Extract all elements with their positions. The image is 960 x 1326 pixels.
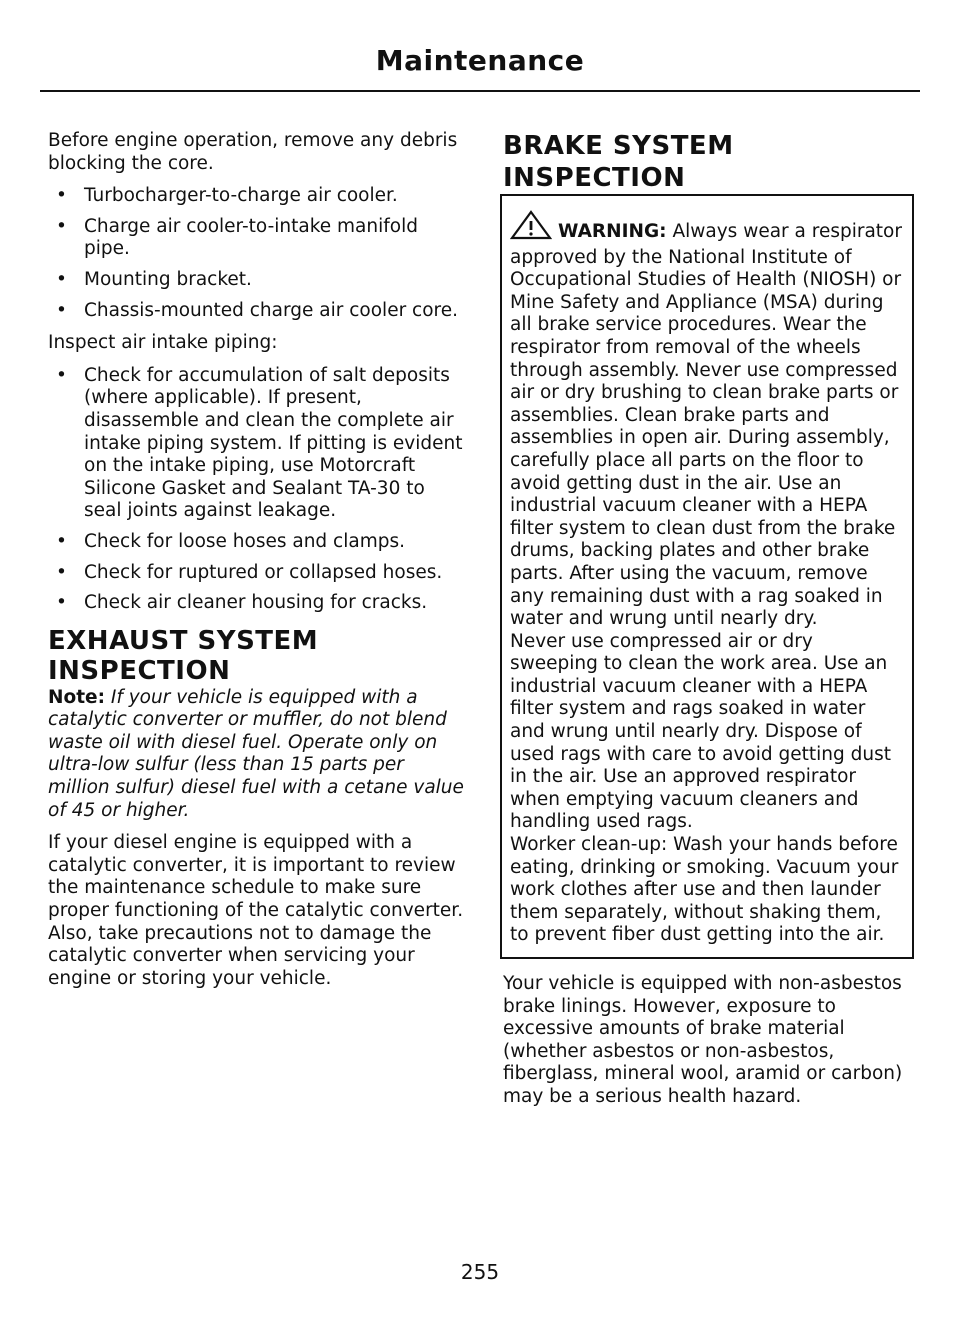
warning-paragraph-3: Worker clean-up: Wash your hands before eating, drinking or smoking. Vacuum your work clothes after use and then launder them separately, without shaking them, to prevent fiber dust getting into the air.: [510, 834, 899, 946]
exhaust-heading-line2: INSPECTION: [48, 655, 231, 686]
warning-box: [500, 194, 914, 959]
warning-paragraph-2: Never use compressed air or dry sweeping to clean the work area. Use an industrial vacuum cleaner with a HEPA filter system and rags soaked in water and wrung until nearly dry. Dispose of used rags with care to avoid getting dust in the air. Use an approved respirator when emptying vacuum cleaners and handling used rags.: [510, 630, 891, 833]
brake-heading: BRAKE SYSTEM INSPECTION: [503, 131, 734, 193]
list-item: • Check for accumulation of salt deposits (where applicable). If present, disassemble and clean the complete air intake piping system. If pitting is evident on the intake piping, use Motorcraft Silicone Gasket and Sealant TA-30 to seal joints against leakage.: [48, 365, 466, 523]
linings-paragraph: Your vehicle is equipped with non-asbestos brake linings. However, exposure to excessive amounts of brake material (whether asbestos or non-asbestos, fiberglass, mineral wool, aramid or carbon) may be a serious health hazard.: [503, 973, 903, 1107]
inspect-intro: Inspect air intake piping:: [48, 332, 278, 354]
intro-paragraph: Before engine operation, remove any debris blocking the core.: [48, 130, 458, 174]
warning-label: WARNING:: [558, 221, 667, 242]
page-title: Maintenance: [375, 44, 585, 77]
list-item: • Check for ruptured or collapsed hoses.: [48, 562, 466, 585]
list-item: • Check for loose hoses and clamps.: [48, 531, 466, 554]
warning-text-1: Always wear a respirator approved by the National Institute of Occupational Studies of Health (NIOSH) or Mine Safety and Appliance (MSA) during all brake service procedures. Wear the respirator from removal of the wheels through assembly. Never use compressed air or dry brushing to clean brake parts or assemblies. Clean brake parts and assemblies in open air. During assembly, carefully place all parts on the floor to avoid getting dust in the air. Use an industrial vacuum cleaner with a HEPA filter system to clean dust from the brake drums, backing plates and other brake parts. After using the vacuum, remove any remaining dust with a rag soaked in water and wrung until nearly dry.: [510, 221, 902, 630]
left-column: [48, 130, 466, 1000]
exhaust-heading: [48, 625, 466, 687]
exhaust-heading-line1: EXHAUST SYSTEM: [48, 625, 319, 656]
list-item: • Mounting bracket.: [48, 269, 466, 292]
note-label: Note:: [48, 686, 105, 708]
inspect-list: [48, 365, 466, 615]
note-paragraph: [48, 687, 466, 823]
page-number: 255: [460, 1260, 500, 1284]
exhaust-body: If your diesel engine is equipped with a catalytic converter, it is important to review the maintenance schedule to make sure proper functioning of the catalytic converter. Also, take precautions not to damage the catalytic converter when servicing your engine or storing your vehicle.: [48, 832, 464, 989]
debris-list: [48, 185, 466, 322]
header-divider: [40, 90, 920, 92]
list-item: • Chassis-mounted charge air cooler core.: [48, 300, 466, 323]
note-text: If your vehicle is equipped with a catalytic converter or muffler, do not blend waste oil with diesel fuel. Operate only on ultra-low sulfur (less than 15 parts per million sulfur) diesel fuel with a cetane value of 45 or higher.: [48, 686, 464, 821]
list-item: • Charge air cooler-to-intake manifold pipe.: [48, 216, 466, 261]
list-item: • Turbocharger-to-charge air cooler.: [48, 185, 466, 208]
warning-paragraph-1: [510, 210, 904, 631]
warning-triangle-icon: [510, 210, 552, 247]
list-item: • Check air cleaner housing for cracks.: [48, 592, 466, 615]
right-column: [503, 130, 913, 1119]
